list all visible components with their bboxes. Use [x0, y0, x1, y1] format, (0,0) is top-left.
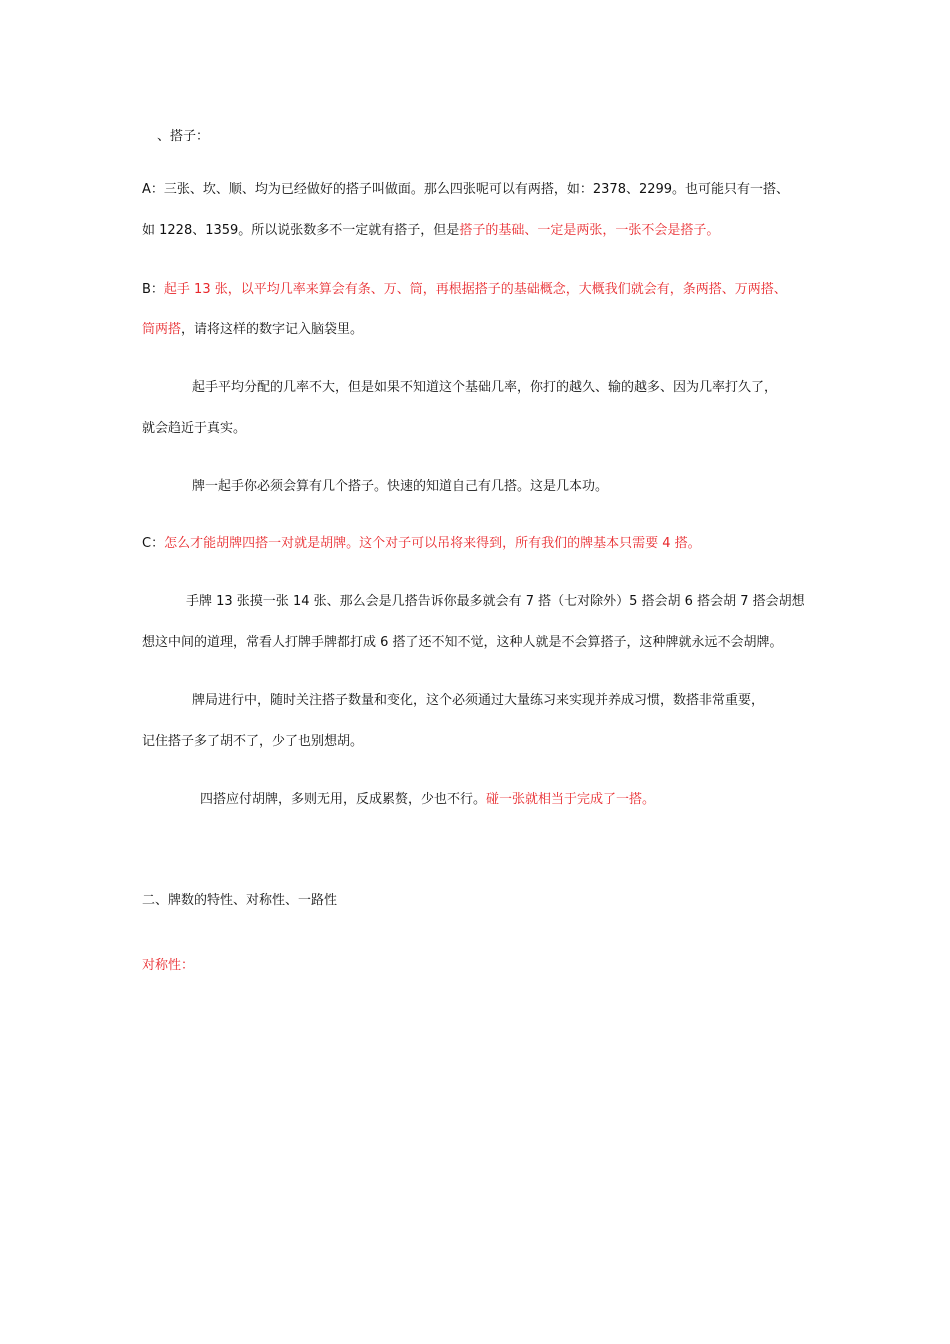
para-c4-text: 四搭应付胡牌，多则无用，反成累赘，少也不行。: [200, 792, 487, 807]
para-c4: [200, 791, 655, 809]
para-c4-highlight: 碰一张就相当于完成了一搭。: [486, 792, 656, 807]
para-a-highlight: 搭子的基础、一定是两张，一张不会是搭子。: [459, 223, 720, 238]
para-b-highlight-1: 起手 13 张，以平均几率来算会有条、万、筒，再根据搭子的基础概念，大概我们就会有，条两搭、万两搭、: [163, 282, 787, 297]
para-b2-line1: 起手平均分配的几率不大，但是如果不知道这个基础几率，你打的越久、输的越多、因为几率打久了，: [192, 380, 778, 395]
section2-subheading: 对称性：: [142, 958, 195, 973]
para-b-prefix: B：: [142, 282, 164, 297]
para-c2-line2: 想这中间的道理，常看人打牌手牌都打成 6 搭了还不知不觉，这种人就是不会算搭子，这种牌就永远不会胡牌。: [142, 635, 783, 650]
para-b-line1: [142, 281, 787, 299]
para-b-line2: [142, 321, 363, 339]
para-c: [142, 535, 701, 553]
para-b3: 牌一起手你必须会算有几个搭子。快速的知道自己有几搭。这是几本功。: [192, 479, 609, 494]
section2-title: 二、牌数的特性、对称性、一路性: [142, 893, 338, 908]
para-b2-line2: 就会趋近于真实。: [142, 421, 247, 436]
para-a-line2-text: 如 1228、1359。所以说张数多不一定就有搭子，但是: [142, 223, 460, 238]
para-a-line1: A：三张、坎、顺、均为已经做好的搭子叫做面。那么四张呢可以有两搭，如：2378、2299。也可能只有一搭、: [142, 182, 790, 197]
para-c2-line1: 手牌 13 张摸一张 14 张、那么会是几搭告诉你最多就会有 7 搭（七对除外）5 搭会胡 6 搭会胡 7 搭会胡想: [186, 594, 805, 609]
para-c-highlight: 怎么才能胡牌四搭一对就是胡牌。这个对子可以吊将来得到，所有我们的牌基本只需要 4 搭。: [164, 536, 701, 551]
para-a-line2: [142, 222, 719, 240]
para-b-line2-text: ，请将这样的数字记入脑袋里。: [181, 322, 364, 337]
para-c-prefix: C：: [142, 536, 165, 551]
para-c3-line1: 牌局进行中，随时关注搭子数量和变化，这个必须通过大量练习来实现并养成习惯，数搭非常重要，: [192, 693, 765, 708]
para-c3-line2: 记住搭子多了胡不了，少了也别想胡。: [142, 734, 364, 749]
para-b-highlight-2: 筒两搭: [142, 322, 182, 337]
section-heading: 、搭子：: [157, 129, 210, 144]
